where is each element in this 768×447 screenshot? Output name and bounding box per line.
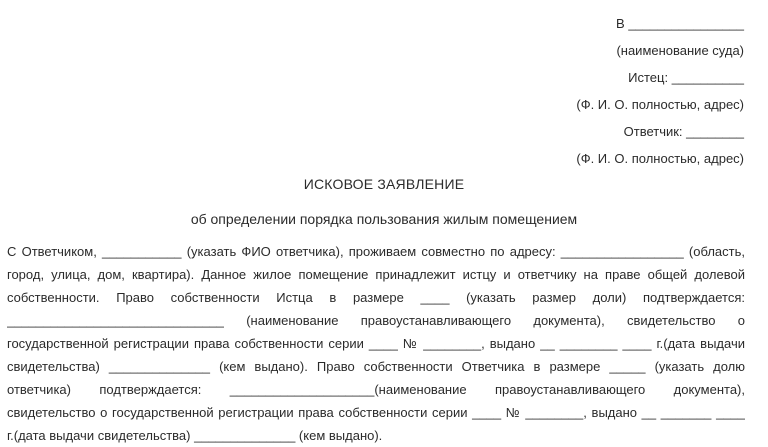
document-body (7, 240, 745, 447)
plaintiff-hint: (Ф. И. О. полностью, адрес) (576, 97, 744, 112)
plaintiff-line: Истец: __________ (628, 70, 744, 85)
body-line: ______________________________ (наименование правоустанавливающего документа), свидетельство о (7, 313, 745, 328)
court-hint: (наименование суда) (616, 43, 744, 58)
body-line: свидетельства) ______________ (кем выдано). Право собственности Ответчика в размере _____ (указать долю (7, 359, 745, 374)
court-header (576, 10, 744, 172)
defendant-hint: (Ф. И. О. полностью, адрес) (576, 151, 744, 166)
court-line: В ________________ (616, 16, 744, 31)
body-line: город, улица, дом, квартира). Данное жилое помещение принадлежит истцу и ответчику на праве общей долевой (7, 267, 745, 282)
body-line: ответчика) подтверждается: ____________________(наименование правоустанавливающего документа), (7, 382, 745, 397)
document-subtitle: об определении порядка пользования жилым помещением (190, 211, 578, 227)
body-line: собственности. Право собственности Истца в размере ____ (указать размер доли) подтверждается: (7, 290, 745, 305)
body-line: г.(дата выдачи свидетельства) ______________ (кем выдано). (7, 428, 383, 443)
defendant-line: Ответчик: ________ (623, 124, 744, 139)
body-line: государственной регистрации права собственности серии ____ № ________, выдано __ ________ ____ г.(дата выдачи (7, 336, 745, 351)
body-line: С Ответчиком, ___________ (указать ФИО ответчика), проживаем совместно по адресу: _________________ (область, (7, 244, 745, 259)
body-line: свидетельство о государственной регистрации права собственности серии ____ № ________, выдано __ _______ ____ (7, 405, 745, 420)
document-title: ИСКОВОЕ ЗАЯВЛЕНИЕ (303, 176, 465, 192)
